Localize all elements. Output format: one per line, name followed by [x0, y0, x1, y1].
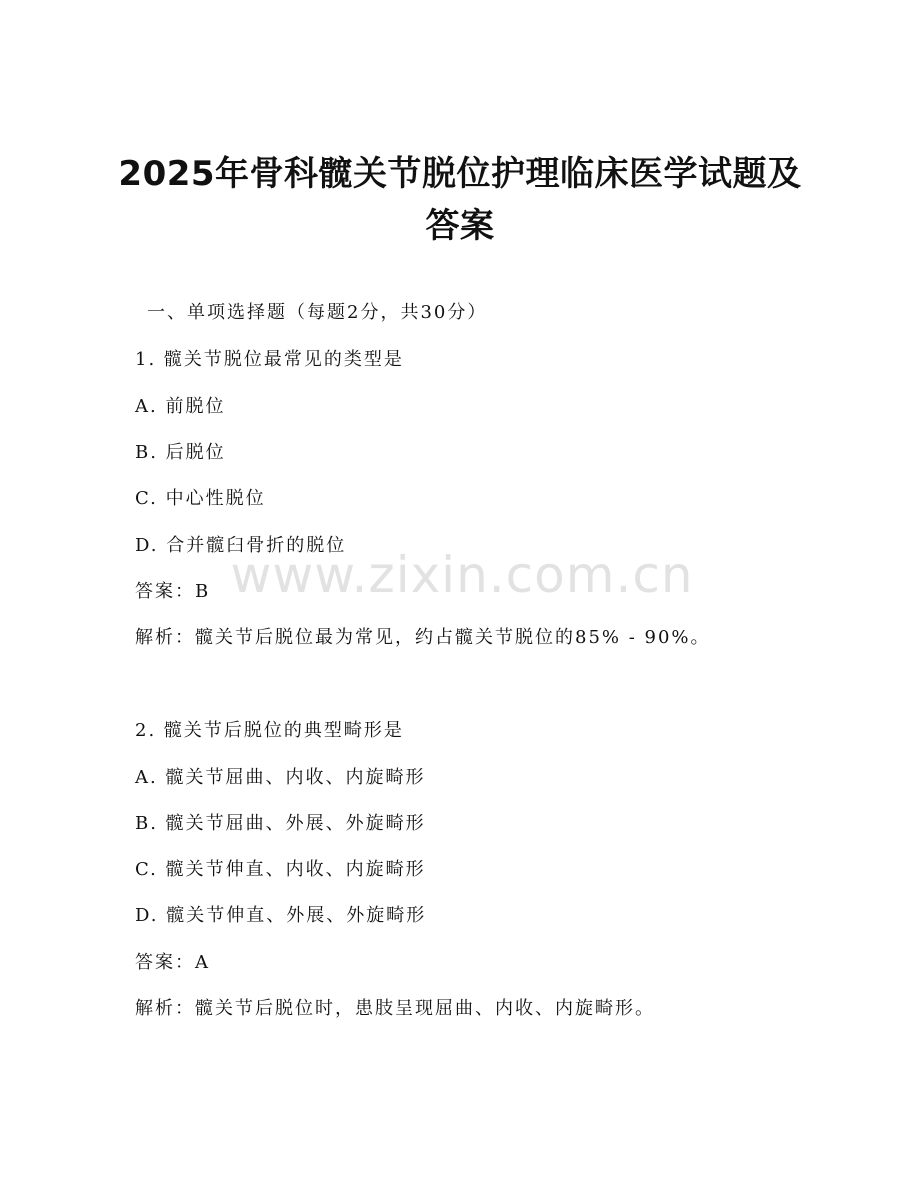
question-1-stem: 1. 髋关节脱位最常见的类型是 [135, 349, 404, 370]
question-1-analysis: 解析：髋关节后脱位最为常见，约占髋关节脱位的85% - 90%。 [135, 627, 711, 648]
question-2-analysis: 解析：髋关节后脱位时，患肢呈现屈曲、内收、内旋畸形。 [135, 998, 655, 1019]
title-line-2: 答案 [425, 206, 495, 246]
question-1-option-d: D. 合并髋臼骨折的脱位 [135, 535, 347, 556]
question-2-answer: 答案：A [135, 952, 210, 973]
watermark: www.zixin.com.cn [230, 546, 694, 604]
question-1-option-a: A. 前脱位 [135, 396, 226, 417]
question-1-answer: 答案：B [135, 581, 211, 602]
question-2-option-c: C. 髋关节伸直、内收、内旋畸形 [135, 859, 426, 880]
question-1-option-c: C. 中心性脱位 [135, 488, 266, 509]
question-1-option-b: B. 后脱位 [135, 442, 226, 463]
question-2-option-b: B. 髋关节屈曲、外展、外旋畸形 [135, 813, 426, 834]
question-2-option-a: A. 髋关节屈曲、内收、内旋畸形 [135, 767, 426, 788]
section-heading: 一、单项选择题（每题2分，共30分） [147, 302, 488, 323]
question-2-stem: 2. 髋关节后脱位的典型畸形是 [135, 720, 404, 741]
title-line-1: 2025年骨科髋关节脱位护理临床医学试题及 [118, 154, 802, 194]
question-2-option-d: D. 髋关节伸直、外展、外旋畸形 [135, 905, 427, 926]
document-title [80, 148, 840, 252]
